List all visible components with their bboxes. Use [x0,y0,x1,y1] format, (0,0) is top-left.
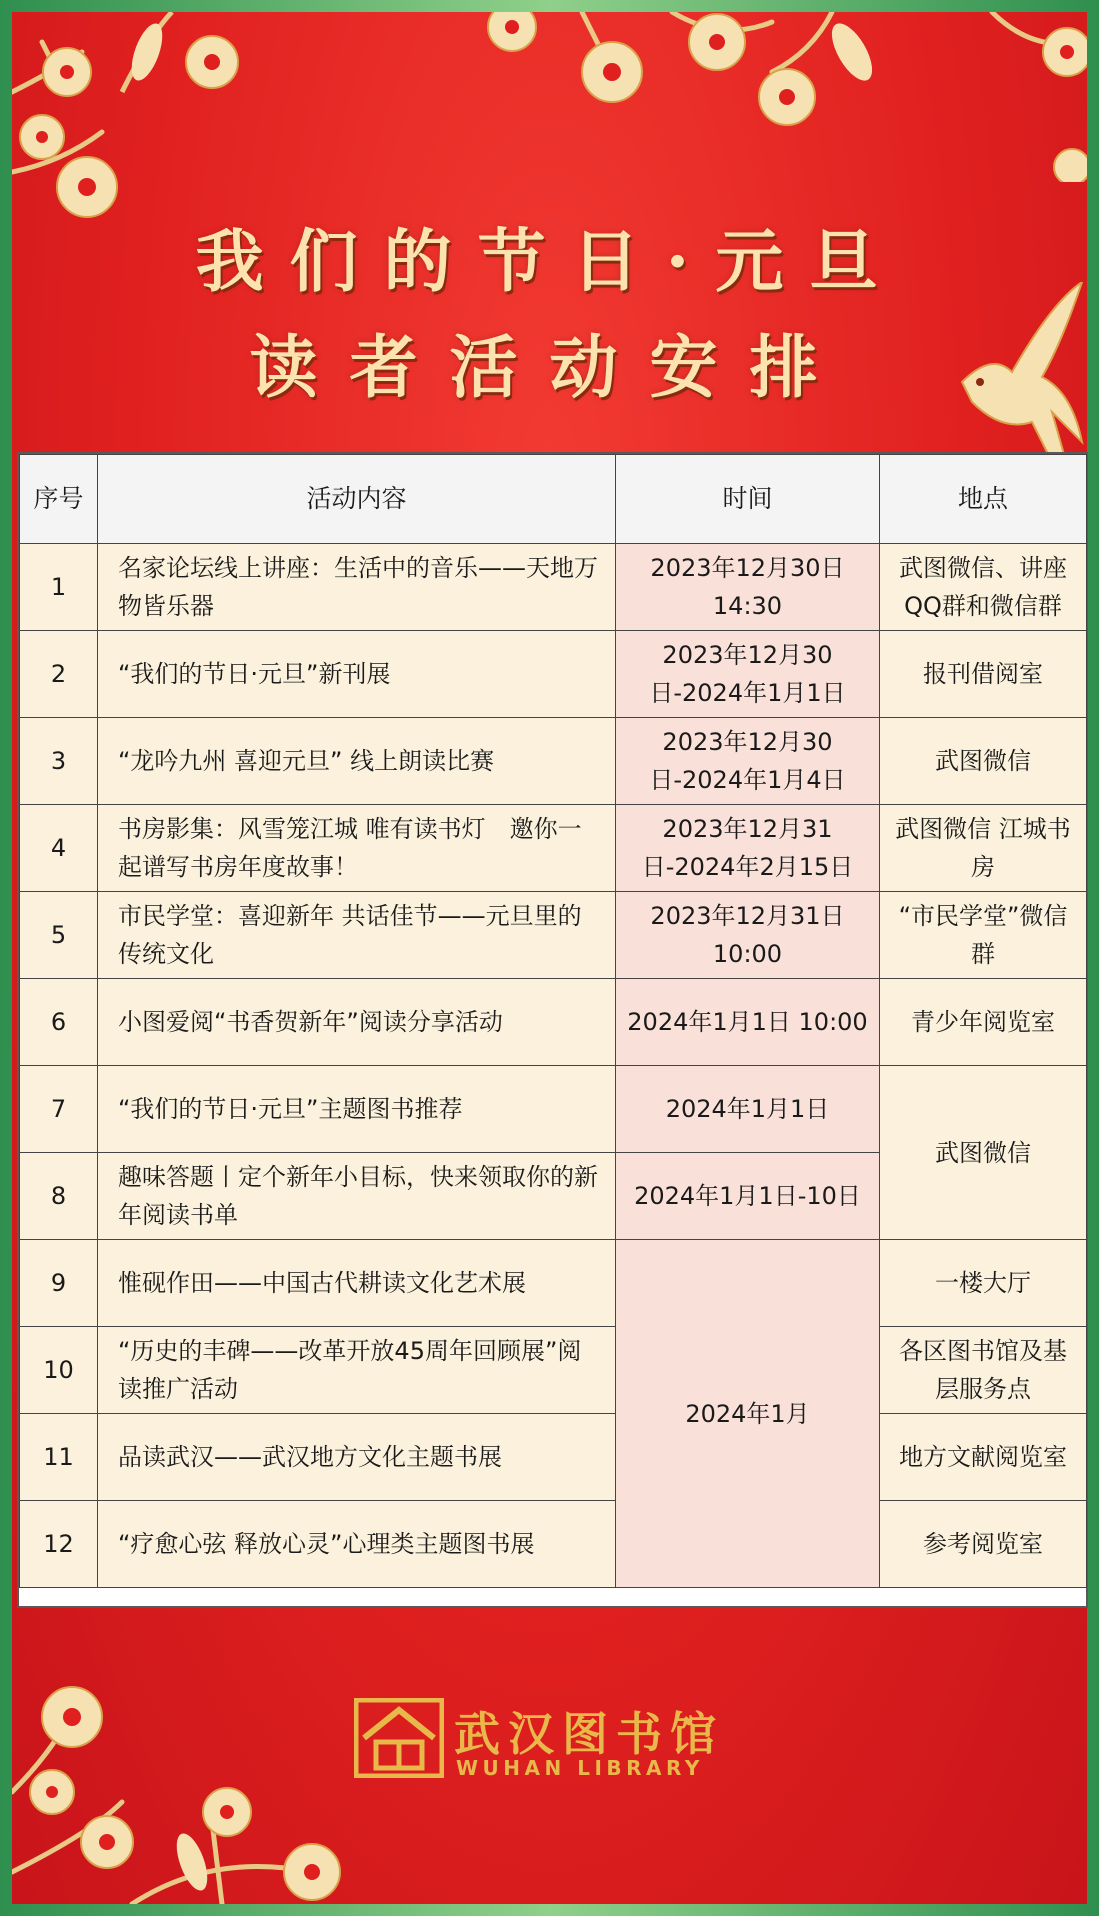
table-row [20,979,1087,1066]
row-no: 9 [20,1240,98,1327]
row-location: “市民学堂”微信群 [880,892,1087,979]
row-location: 各区图书馆及基层服务点 [880,1327,1087,1414]
row-no: 8 [20,1153,98,1240]
row-time: 2023年12月31日 10:00 [616,892,880,979]
row-time: 2024年1月1日 [616,1066,880,1153]
row-location: 一楼大厅 [880,1240,1087,1327]
table-row [20,1414,1087,1501]
row-time: 2024年1月1日-10日 [616,1153,880,1240]
row-no: 1 [20,544,98,631]
library-logo [354,1694,754,1784]
row-activity: 市民学堂：喜迎新年 共话佳节——元旦里的传统文化 [98,892,616,979]
table-row [20,1066,1087,1153]
header-no: 序号 [20,455,98,544]
table-row [20,544,1087,631]
table-row [20,892,1087,979]
plum-blossom-top-right-decoration [472,12,1087,182]
row-no: 6 [20,979,98,1066]
row-location: 报刊借阅室 [880,631,1087,718]
row-activity: “龙吟九州 喜迎元旦” 线上朗读比赛 [98,718,616,805]
table-row [20,805,1087,892]
row-activity: “我们的节日·元旦”新刊展 [98,631,616,718]
row-time: 2023年12月31日-2024年2月15日 [616,805,880,892]
table-row [20,718,1087,805]
header-time: 时间 [616,455,880,544]
row-no: 2 [20,631,98,718]
row-activity: 小图爱阅“书香贺新年”阅读分享活动 [98,979,616,1066]
row-activity: “我们的节日·元旦”主题图书推荐 [98,1066,616,1153]
row-location: 武图微信 [880,1066,1087,1240]
table-header-row [20,455,1087,544]
row-activity: 名家论坛线上讲座：生活中的音乐——天地万物皆乐器 [98,544,616,631]
row-location: 武图微信、讲座QQ群和微信群 [880,544,1087,631]
row-time: 2023年12月30日-2024年1月4日 [616,718,880,805]
table-row [20,1327,1087,1414]
page-title-line-1: 我们的节日·元旦 [195,222,904,302]
page-title-line-2: 读者活动安排 [249,328,850,408]
row-activity: 惟砚作田——中国古代耕读文化艺术展 [98,1240,616,1327]
row-no: 7 [20,1066,98,1153]
row-time: 2024年1月1日 10:00 [616,979,880,1066]
row-location: 武图微信 江城书房 [880,805,1087,892]
header-activity: 活动内容 [98,455,616,544]
row-activity: 书房影集：风雪笼江城 唯有读书灯 邀你一起谱写书房年度故事！ [98,805,616,892]
plum-blossom-bottom-left-decoration [12,1672,352,1904]
row-time: 2024年1月 [616,1240,880,1588]
row-no: 5 [20,892,98,979]
table-row [20,631,1087,718]
library-name-english: WUHAN LIBRARY [456,1756,704,1780]
row-no: 3 [20,718,98,805]
row-location: 参考阅览室 [880,1501,1087,1588]
activity-table [17,452,1088,1608]
library-emblem-icon [354,1698,444,1778]
table-row [20,1501,1087,1588]
row-location: 青少年阅览室 [880,979,1087,1066]
row-no: 10 [20,1327,98,1414]
row-activity: “历史的丰碑——改革开放45周年回顾展”阅读推广活动 [98,1327,616,1414]
row-activity: 品读武汉——武汉地方文化主题书展 [98,1414,616,1501]
plum-blossom-top-center-decoration [112,12,252,112]
row-activity: “疗愈心弦 释放心灵”心理类主题图书展 [98,1501,616,1588]
row-activity: 趣味答题丨定个新年小目标，快来领取你的新年阅读书单 [98,1153,616,1240]
row-location: 地方文献阅览室 [880,1414,1087,1501]
row-location: 武图微信 [880,718,1087,805]
table-row [20,1240,1087,1327]
library-name-chinese: 武汉图书馆 [454,1707,724,1761]
row-no: 4 [20,805,98,892]
row-no: 11 [20,1414,98,1501]
row-no: 12 [20,1501,98,1588]
row-time: 2023年12月30日 14:30 [616,544,880,631]
row-time: 2023年12月30日-2024年1月1日 [616,631,880,718]
header-location: 地点 [880,455,1087,544]
